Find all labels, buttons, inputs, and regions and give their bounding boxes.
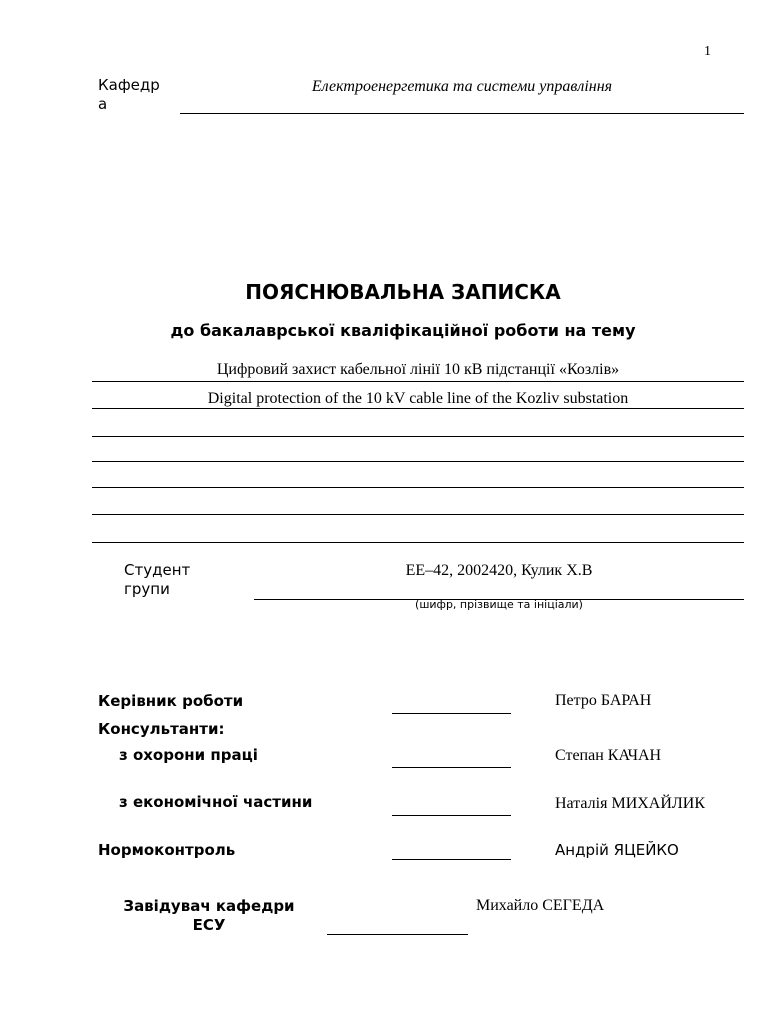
safety-name: Степан КАЧАН (555, 747, 662, 764)
department-label (98, 76, 160, 114)
supervisor-label: Керівник роботи (98, 692, 244, 710)
head-label-line1: Завідувач кафедри (123, 897, 295, 915)
normcontrol-name: Андрій ЯЦЕЙКО (555, 841, 679, 859)
economics-signature-line (392, 815, 511, 816)
topic-english: Digital protection of the 10 kV cable line of the Kozliv substation (207, 390, 629, 407)
head-label-line2: ЕСУ (192, 916, 226, 934)
document-subtitle: до бакалаврської кваліфікаційної роботи на тему (170, 321, 636, 340)
department-underline (180, 113, 744, 114)
topic-line-2 (92, 408, 744, 409)
safety-label: з охорони праці (119, 746, 258, 764)
consultants-label: Консультанти: (98, 720, 225, 738)
topic-line-4 (92, 461, 744, 462)
head-name: Михайло СЕГЕДА (476, 897, 605, 914)
department-label-line1: Кафедр (98, 76, 160, 94)
normcontrol-signature-line (392, 859, 511, 860)
student-label-line1: Студент (124, 561, 191, 579)
head-signature-line (327, 934, 468, 935)
department-label-line2: а (98, 95, 108, 113)
topic-line-6 (92, 514, 744, 515)
supervisor-signature-line (392, 713, 511, 714)
page-number: 1 (704, 44, 711, 59)
supervisor-name: Петро БАРАН (555, 692, 652, 709)
student-info: ЕЕ–42, 2002420, Кулик Х.В (405, 562, 593, 579)
student-label-line2: групи (124, 580, 170, 598)
safety-signature-line (392, 767, 511, 768)
department-name: Електроенергетика та системи управління (311, 78, 613, 95)
student-caption: (шифр, прізвище та ініціали) (415, 598, 583, 611)
economics-name: Наталія МИХАЙЛИК (555, 795, 705, 812)
topic-ukrainian: Цифровий захист кабельної лінії 10 кВ підстанції «Козлів» (216, 361, 620, 378)
document-title: ПОЯСНЮВАЛЬНА ЗАПИСКА (245, 280, 561, 304)
normcontrol-label: Нормоконтроль (98, 841, 236, 859)
topic-line-5 (92, 487, 744, 488)
economics-label: з економічної частини (119, 793, 313, 811)
topic-line-1 (92, 381, 744, 382)
topic-line-3 (92, 436, 744, 437)
head-label (110, 897, 308, 935)
topic-line-7 (92, 542, 744, 543)
student-label (124, 561, 190, 599)
